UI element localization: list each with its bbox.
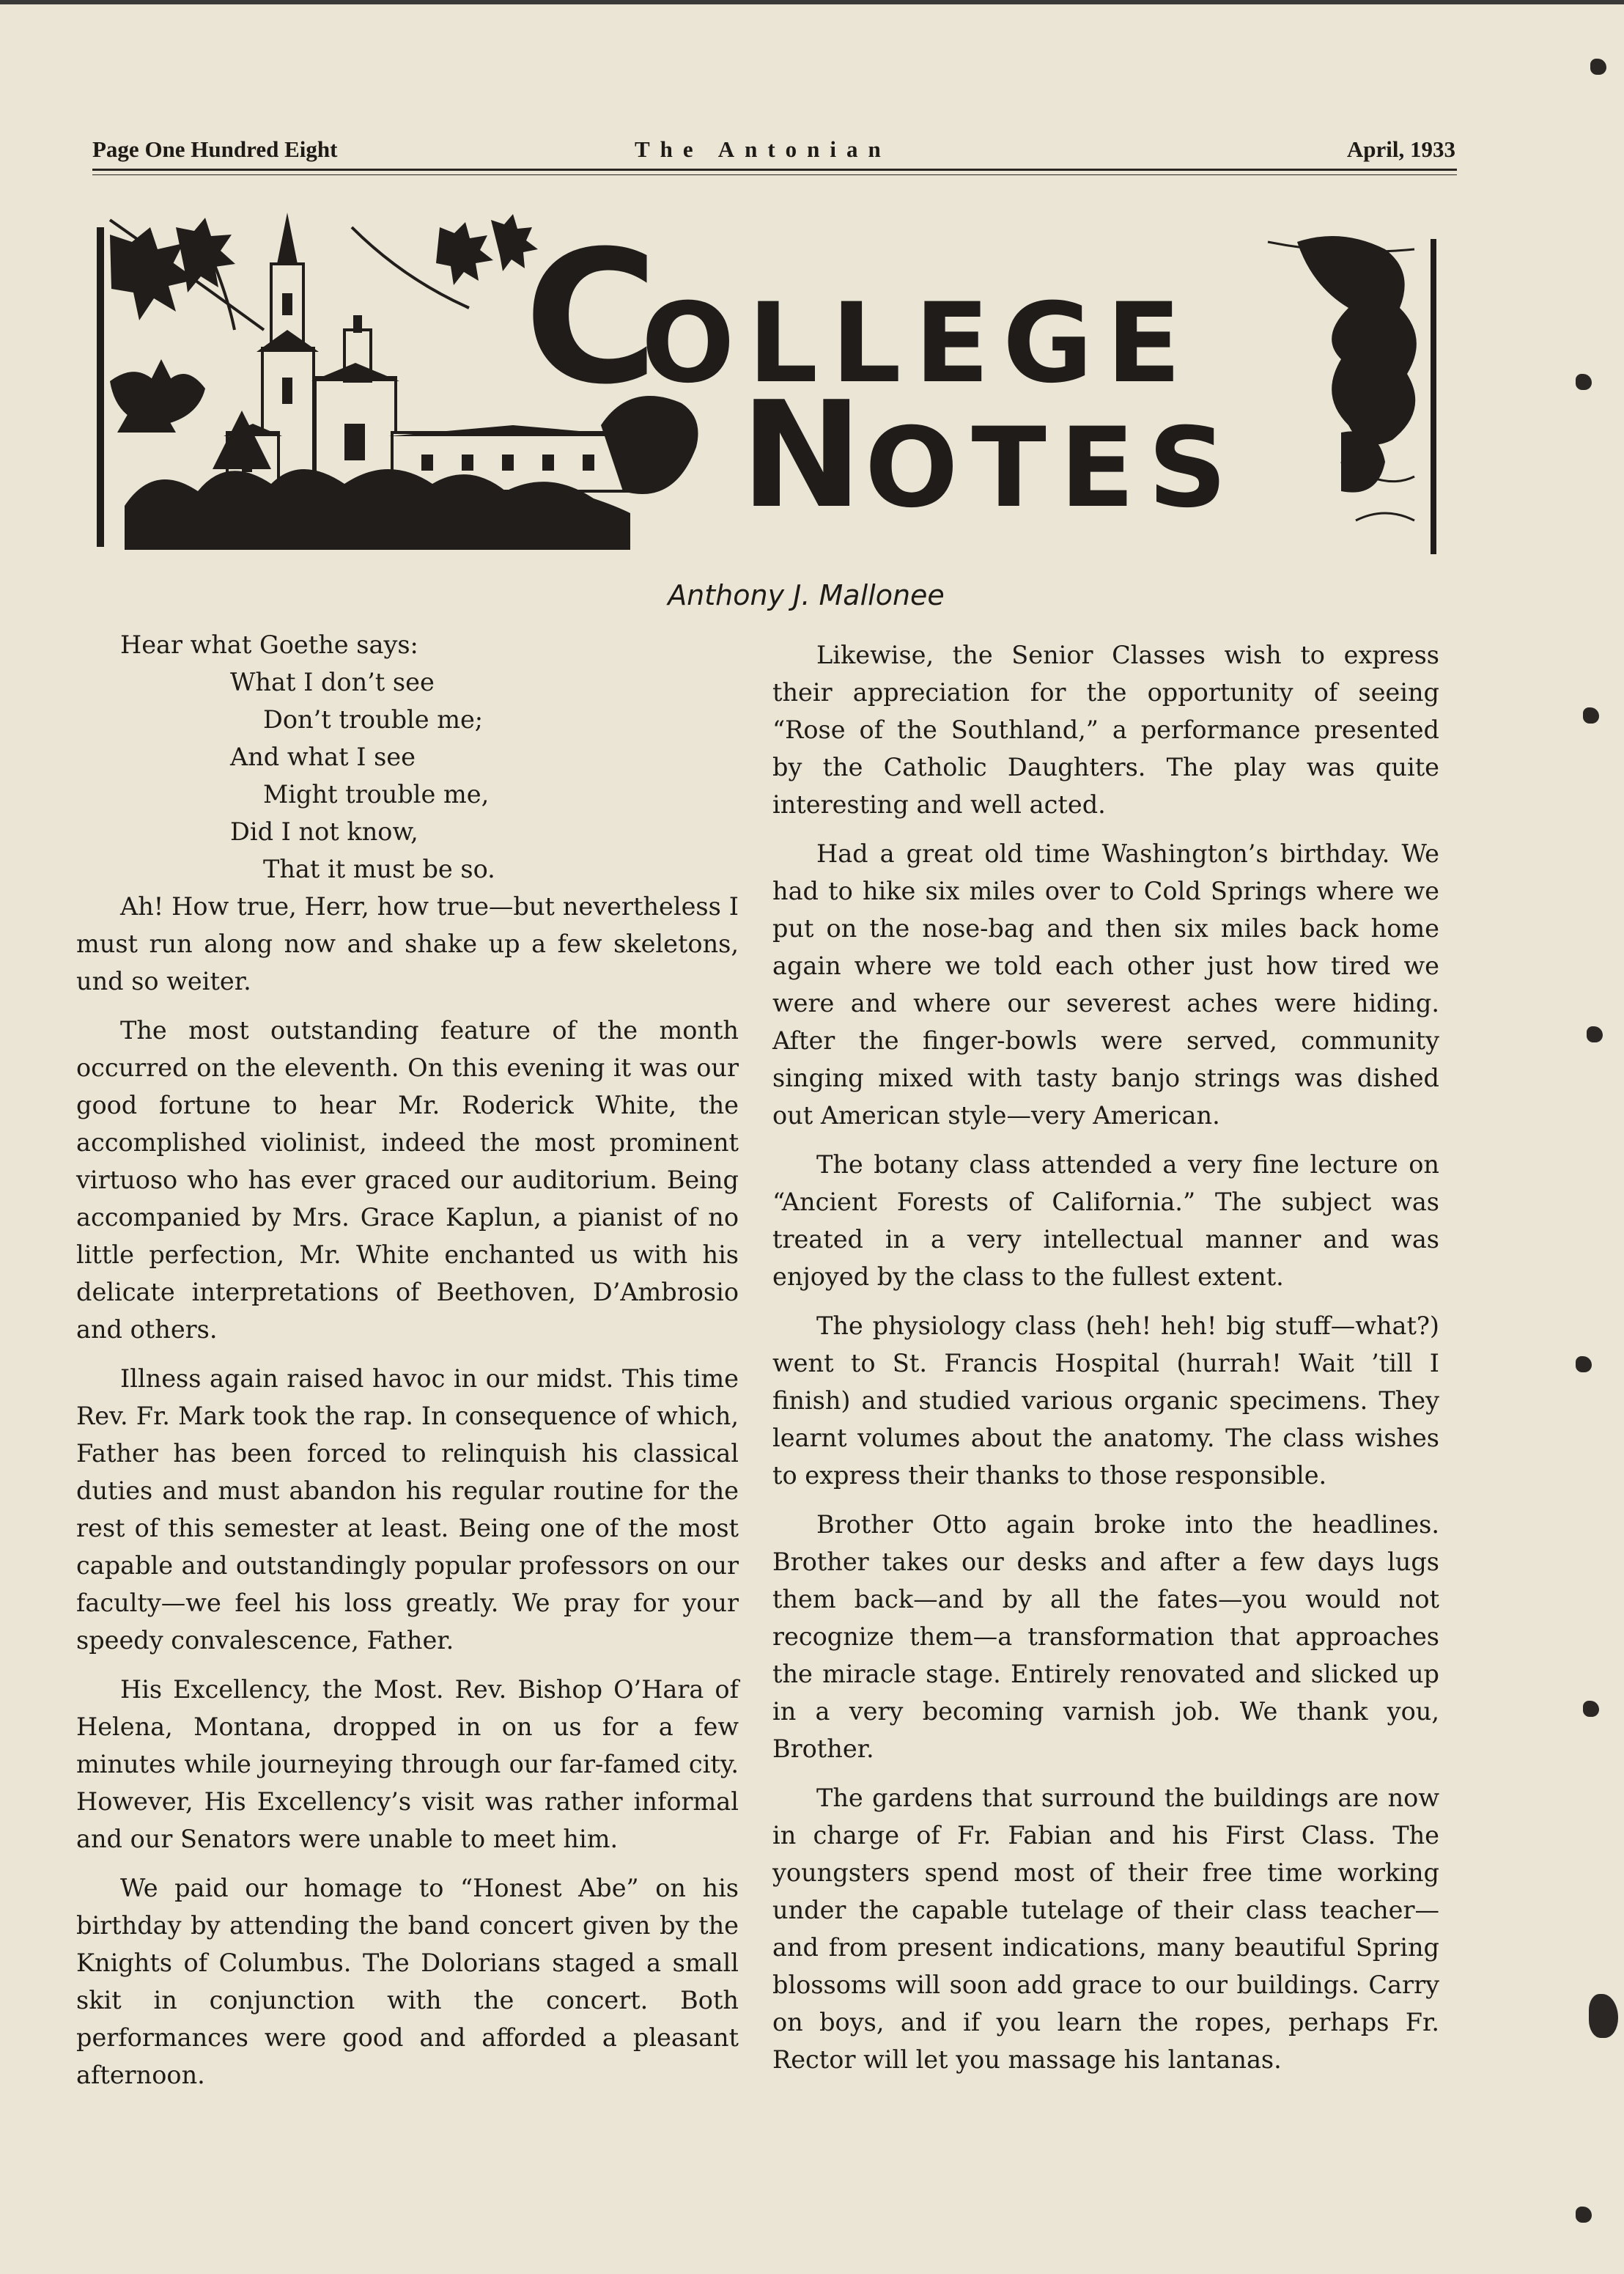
paragraph: His Excellency, the Most. Rev. Bishop O’Hara of Helena, Montana, dropped in on us for a few minutes while journeying through our far-famed city. However, His Excellency’s visit was rather informal and our Senators were unable to meet him. [76, 1675, 739, 1853]
paragraph: The physiology class (heh! heh! big stuff—what?) went to St. Francis Hospital (hurrah! Wait ’till I finish) and studied various organic specimens. They learnt volumes about the anatomy. The class wishes to express their thanks to those responsible. [772, 1311, 1439, 1490]
issue-date: April, 1933 [1346, 136, 1455, 162]
banner-title-line1: OLLEGE [641, 280, 1195, 408]
banner-illustration [95, 213, 1436, 554]
paragraph: Ah! How true, Herr, how true—but nevertheless I must run along now and shake up a few skeletons, und so weiter. [76, 892, 739, 996]
paragraph: We paid our homage to “Honest Abe” on his birthday by attending the band concert given by the Knights of Columbus. The Dolorians staged a small skit in conjunction with the concert. Both performances were good and afforded a pleasant afternoon. [76, 1874, 739, 2089]
paragraph: Illness again raised havoc in our midst. This time Rev. Fr. Mark took the rap. In consequence of which, Father has been forced to relinquish his classical duties and must abandon his regular routine for the rest of this semester at least. Being one of the most capable and outstandingly popular professors on our faculty—we feel his loss greatly. We pray for your speedy convalescence, Father. [76, 1364, 739, 1655]
margin-stain [1576, 374, 1592, 390]
paragraph: Brother Otto again broke into the headlines. Brother takes our desks and after a few days lugs them back—and by all the fates—you would not recognize them—a transformation that approaches the miracle stage. Entirely renovated and slicked up in a very becoming varnish job. We thank you, Brother. [772, 1510, 1439, 1763]
margin-stain [1583, 1701, 1599, 1717]
left-column [76, 626, 739, 2094]
header-rule-thin [92, 174, 1457, 175]
banner-title-initial-c: C [524, 213, 659, 424]
poem-line: That it must be so. [263, 855, 495, 883]
page-number-label: Page One Hundred Eight [92, 136, 338, 162]
college-notes-banner [95, 213, 1436, 554]
running-header [92, 136, 1455, 170]
poem-line: Don’t trouble me; [263, 705, 484, 734]
margin-stain [1589, 1994, 1618, 2038]
poem-line: Did I not know, [230, 817, 418, 846]
paragraph: The gardens that surround the buildings are now in charge of Fr. Fabian and his First Class. The youngsters spend most of their free time working under the capable tutelage of their class teacher—and from present indications, many beautiful Spring blossoms will soon add grace to our buildings. Carry on boys, and if you learn the ropes, perhaps Fr. Rector will let you massage his lantanas. [772, 1784, 1439, 2074]
poem-line: And what I see [230, 743, 416, 771]
margin-stain [1576, 1356, 1592, 1372]
header-rule [92, 169, 1457, 171]
paragraph: The botany class attended a very fine lecture on “Ancient Forests of California.” The subject was treated in a very intellectual manner and was enjoyed by the class to the fullest extent. [772, 1150, 1439, 1291]
margin-stain [1576, 2207, 1592, 2223]
banner-title-line2: OTES [865, 405, 1241, 532]
paragraph: Likewise, the Senior Classes wish to express their appreciation for the opportunity of seeing “Rose of the Southland,” a performance presented by the Catholic Daughters. The play was quite interesting and well acted. [772, 641, 1439, 819]
paragraph: The most outstanding feature of the month occurred on the eleventh. On this evening it was our good fortune to hear Mr. Roderick White, the accomplished violinist, indeed the most prominent virtuoso who has ever graced our auditorium. Being accompanied by Mrs. Grace Kaplun, a pianist of no little perfection, Mr. White enchanted us with his delicate interpretations of Beethoven, D’Ambrosio and others. [76, 1016, 739, 1344]
margin-stain [1590, 59, 1606, 75]
poem-line: What I don’t see [230, 668, 435, 696]
banner-title-initial-n: N [740, 370, 863, 541]
poem-line: Might trouble me, [263, 780, 490, 809]
margin-stain [1587, 1026, 1603, 1042]
margin-stain [1583, 707, 1599, 724]
goethe-poem [76, 626, 739, 888]
paragraph: Had a great old time Washington’s birthday. We had to hike six miles over to Cold Springs where we put on the nose-bag and then six miles back home again where we told each other just how tired we were and where our severest aches were hiding. After the finger-bowls were served, community singing mixed with tasty banjo strings was dished out American style—very American. [772, 839, 1439, 1130]
scan-top-edge [0, 0, 1624, 4]
poem-intro: Hear what Goethe says: [120, 630, 418, 659]
publication-title: The Antonian [635, 136, 891, 162]
byline: Anthony J. Mallonee [668, 579, 945, 611]
right-column [772, 636, 1439, 2078]
